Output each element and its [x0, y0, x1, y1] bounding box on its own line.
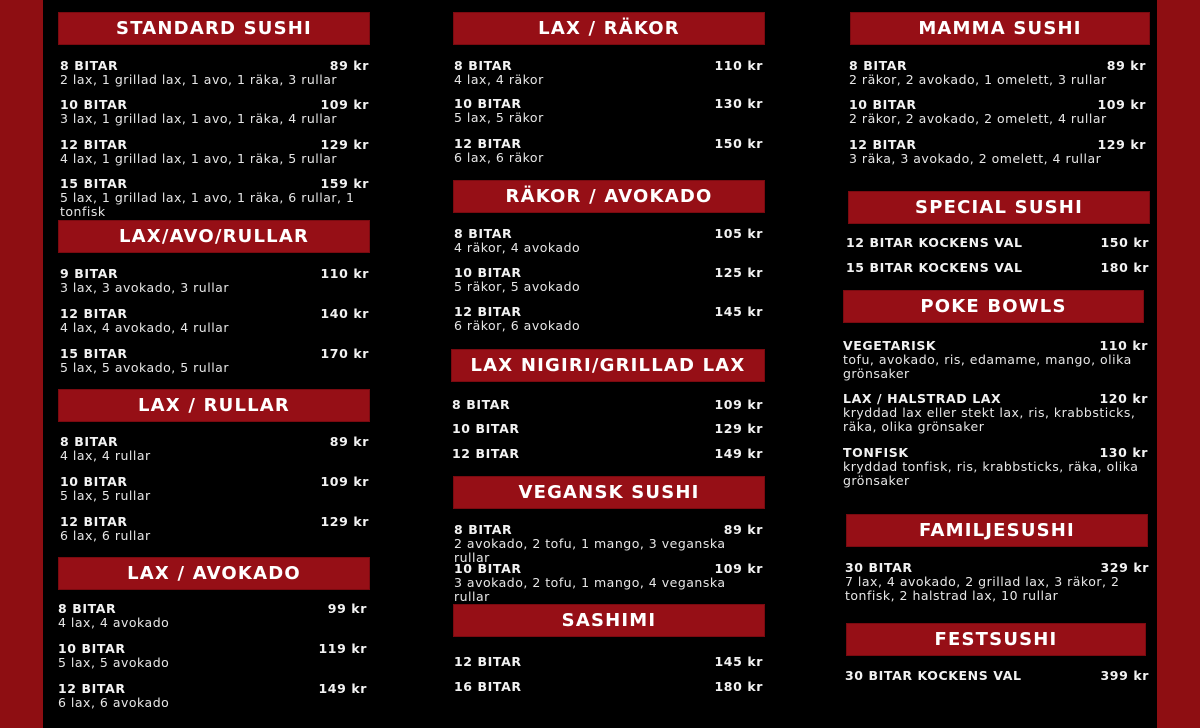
menu-item: [454, 96, 763, 125]
item-row: [452, 397, 763, 412]
item-row: [843, 445, 1148, 460]
item-name: 10 BITAR: [58, 641, 126, 656]
item-description: 2 räkor, 2 avokado, 2 omelett, 4 rullar: [849, 111, 1107, 126]
section-header-laxrullar: LAX / RULLAR: [58, 389, 370, 422]
item-price: 145 kr: [714, 654, 763, 669]
section-header-rakoravokado: RÄKOR / AVOKADO: [453, 180, 765, 213]
item-name: 12 BITAR KOCKENS VAL: [846, 235, 1023, 250]
item-name: 12 BITAR: [454, 304, 522, 319]
menu-item: [454, 304, 763, 333]
item-row: [60, 346, 369, 361]
section-header-vegansk: VEGANSK SUSHI: [453, 476, 765, 509]
item-price: 109 kr: [320, 97, 369, 112]
item-price: 89 kr: [329, 434, 369, 449]
item-name: 8 BITAR: [58, 601, 117, 616]
item-price: 110 kr: [1099, 338, 1148, 353]
item-price: 140 kr: [320, 306, 369, 321]
item-description: 5 lax, 1 grillad lax, 1 avo, 1 räka, 6 rullar, 1 tonfisk: [60, 190, 355, 219]
item-description: kryddad tonfisk, ris, krabbsticks, räka, olika grönsaker: [843, 459, 1139, 488]
section-header-nigiri: LAX NIGIRI/GRILLAD LAX: [451, 349, 765, 382]
item-price: 180 kr: [1100, 260, 1149, 275]
item-name: 10 BITAR: [60, 474, 128, 489]
item-description: 6 räkor, 6 avokado: [454, 318, 581, 333]
item-row: [454, 96, 763, 111]
menu-item: [452, 397, 763, 412]
item-name: 30 BITAR: [845, 560, 913, 575]
item-name: LAX / HALSTRAD LAX: [843, 391, 1002, 406]
item-price: 129 kr: [714, 421, 763, 436]
menu-item: [454, 265, 763, 294]
item-row: [454, 304, 763, 319]
item-price: 110 kr: [320, 266, 369, 281]
item-description: tofu, avokado, ris, edamame, mango, olika grönsaker: [843, 352, 1132, 381]
item-description: 3 lax, 1 grillad lax, 1 avo, 1 räka, 4 rullar: [60, 111, 338, 126]
item-name: 15 BITAR: [60, 346, 128, 361]
item-name: 12 BITAR: [454, 136, 522, 151]
item-row: [60, 514, 369, 529]
menu-item: [849, 97, 1146, 126]
item-row: [849, 97, 1146, 112]
item-name: 12 BITAR: [60, 306, 128, 321]
item-description: 4 räkor, 4 avokado: [454, 240, 581, 255]
menu-item: [454, 561, 763, 604]
menu-item: [60, 97, 369, 126]
menu-item: [454, 226, 763, 255]
menu-item: [60, 176, 369, 219]
section-header-laxavokado: LAX / AVOKADO: [58, 557, 370, 590]
menu-item: [849, 137, 1146, 166]
item-name: 8 BITAR: [60, 58, 119, 73]
item-name: 16 BITAR: [454, 679, 522, 694]
section-header-fest: FESTSUSHI: [846, 623, 1146, 656]
item-price: 119 kr: [318, 641, 367, 656]
section-header-laxrakor: LAX / RÄKOR: [453, 12, 765, 45]
menu-item: [846, 235, 1149, 250]
item-name: 12 BITAR: [454, 654, 522, 669]
item-name: 12 BITAR: [58, 681, 126, 696]
item-row: [60, 474, 369, 489]
menu-item: [454, 136, 763, 165]
menu-item: [60, 514, 369, 543]
item-price: 159 kr: [320, 176, 369, 191]
menu-item: [845, 560, 1149, 603]
item-description: 4 lax, 4 räkor: [454, 72, 544, 87]
item-name: 8 BITAR: [454, 58, 513, 73]
item-name: 12 BITAR: [60, 514, 128, 529]
item-row: [454, 561, 763, 576]
item-row: [60, 97, 369, 112]
item-description: 3 avokado, 2 tofu, 1 mango, 4 veganska rullar: [454, 575, 726, 604]
menu-item: [454, 679, 763, 694]
item-row: [452, 421, 763, 436]
item-description: 2 räkor, 2 avokado, 1 omelett, 3 rullar: [849, 72, 1107, 87]
menu-item: [849, 58, 1146, 87]
item-name: 15 BITAR KOCKENS VAL: [846, 260, 1023, 275]
item-price: 129 kr: [320, 514, 369, 529]
item-row: [58, 601, 367, 616]
menu-item: [60, 474, 369, 503]
item-name: 12 BITAR: [452, 446, 520, 461]
item-price: 129 kr: [320, 137, 369, 152]
item-row: [846, 235, 1149, 250]
item-row: [60, 266, 369, 281]
item-name: 8 BITAR: [454, 522, 513, 537]
item-price: 150 kr: [1100, 235, 1149, 250]
item-row: [454, 522, 763, 537]
menu-item: [58, 681, 367, 710]
item-row: [452, 446, 763, 461]
section-header-familje: FAMILJESUSHI: [846, 514, 1148, 547]
item-name: 8 BITAR: [849, 58, 908, 73]
item-row: [60, 137, 369, 152]
item-description: 7 lax, 4 avokado, 2 grillad lax, 3 räkor, 2 tonfisk, 2 halstrad lax, 10 rullar: [845, 574, 1120, 603]
item-row: [454, 58, 763, 73]
item-row: [60, 434, 369, 449]
section-header-mamma: MAMMA SUSHI: [850, 12, 1150, 45]
item-row: [454, 226, 763, 241]
item-row: [60, 58, 369, 73]
item-row: [845, 668, 1149, 683]
item-price: 89 kr: [723, 522, 763, 537]
menu-item: [843, 391, 1148, 434]
item-name: 10 BITAR: [454, 561, 522, 576]
item-price: 129 kr: [1097, 137, 1146, 152]
item-price: 149 kr: [318, 681, 367, 696]
item-row: [454, 136, 763, 151]
item-description: 5 lax, 5 räkor: [454, 110, 544, 125]
menu-item: [845, 668, 1149, 683]
item-price: 109 kr: [714, 397, 763, 412]
item-name: 12 BITAR: [60, 137, 128, 152]
menu-item: [843, 338, 1148, 381]
item-price: 399 kr: [1100, 668, 1149, 683]
item-name: 10 BITAR: [60, 97, 128, 112]
item-name: 8 BITAR: [452, 397, 511, 412]
item-name: 12 BITAR: [849, 137, 917, 152]
item-price: 180 kr: [714, 679, 763, 694]
menu-item: [60, 137, 369, 166]
item-price: 150 kr: [714, 136, 763, 151]
item-description: 6 lax, 6 rullar: [60, 528, 151, 543]
item-name: TONFISK: [843, 445, 909, 460]
item-price: 125 kr: [714, 265, 763, 280]
menu-item: [454, 58, 763, 87]
item-description: 2 lax, 1 grillad lax, 1 avo, 1 räka, 3 rullar: [60, 72, 338, 87]
item-price: 110 kr: [714, 58, 763, 73]
item-price: 130 kr: [714, 96, 763, 111]
item-price: 105 kr: [714, 226, 763, 241]
item-row: [846, 260, 1149, 275]
item-description: 4 lax, 4 avokado: [58, 615, 170, 630]
item-price: 89 kr: [329, 58, 369, 73]
menu-item: [452, 446, 763, 461]
item-row: [845, 560, 1149, 575]
menu-item: [60, 266, 369, 295]
menu-item: [60, 58, 369, 87]
item-description: 5 lax, 5 avokado: [58, 655, 170, 670]
item-row: [58, 641, 367, 656]
item-name: 9 BITAR: [60, 266, 119, 281]
item-description: 4 lax, 4 avokado, 4 rullar: [60, 320, 229, 335]
menu-item: [58, 641, 367, 670]
menu-item: [60, 346, 369, 375]
item-description: 2 avokado, 2 tofu, 1 mango, 3 veganska rullar: [454, 536, 726, 565]
item-row: [454, 679, 763, 694]
item-name: 8 BITAR: [60, 434, 119, 449]
item-description: 5 lax, 5 avokado, 5 rullar: [60, 360, 229, 375]
menu-item: [58, 601, 367, 630]
section-header-sashimi: SASHIMI: [453, 604, 765, 637]
section-header-special: SPECIAL SUSHI: [848, 191, 1150, 224]
section-header-standard: STANDARD SUSHI: [58, 12, 370, 45]
item-description: 4 lax, 4 rullar: [60, 448, 151, 463]
menu-item: [846, 260, 1149, 275]
item-row: [454, 265, 763, 280]
item-row: [849, 58, 1146, 73]
item-row: [849, 137, 1146, 152]
item-row: [843, 338, 1148, 353]
item-description: 5 räkor, 5 avokado: [454, 279, 581, 294]
item-price: 149 kr: [714, 446, 763, 461]
item-name: 10 BITAR: [849, 97, 917, 112]
item-name: 10 BITAR: [454, 96, 522, 111]
item-price: 145 kr: [714, 304, 763, 319]
item-row: [60, 176, 369, 191]
item-name: 30 BITAR KOCKENS VAL: [845, 668, 1022, 683]
item-row: [843, 391, 1148, 406]
item-name: VEGETARISK: [843, 338, 937, 353]
item-name: 10 BITAR: [452, 421, 520, 436]
menu-item: [454, 654, 763, 669]
item-price: 170 kr: [320, 346, 369, 361]
item-name: 15 BITAR: [60, 176, 128, 191]
item-price: 130 kr: [1099, 445, 1148, 460]
item-description: 3 räka, 3 avokado, 2 omelett, 4 rullar: [849, 151, 1102, 166]
item-description: 5 lax, 5 rullar: [60, 488, 151, 503]
item-price: 329 kr: [1100, 560, 1149, 575]
item-description: 4 lax, 1 grillad lax, 1 avo, 1 räka, 5 rullar: [60, 151, 338, 166]
item-price: 109 kr: [714, 561, 763, 576]
item-price: 99 kr: [327, 601, 367, 616]
item-price: 109 kr: [320, 474, 369, 489]
item-price: 120 kr: [1099, 391, 1148, 406]
menu-item: [60, 306, 369, 335]
item-description: 6 lax, 6 avokado: [58, 695, 170, 710]
item-description: 6 lax, 6 räkor: [454, 150, 544, 165]
item-name: 10 BITAR: [454, 265, 522, 280]
item-description: kryddad lax eller stekt lax, ris, krabbsticks, räka, olika grönsaker: [843, 405, 1136, 434]
menu-item: [452, 421, 763, 436]
menu-item: [60, 434, 369, 463]
item-row: [60, 306, 369, 321]
item-name: 8 BITAR: [454, 226, 513, 241]
item-price: 89 kr: [1106, 58, 1146, 73]
section-header-poke: POKE BOWLS: [843, 290, 1144, 323]
section-header-laxavorullar: LAX/AVO/RULLAR: [58, 220, 370, 253]
item-row: [58, 681, 367, 696]
item-row: [454, 654, 763, 669]
menu-item: [454, 522, 763, 565]
menu-item: [843, 445, 1148, 488]
item-price: 109 kr: [1097, 97, 1146, 112]
item-description: 3 lax, 3 avokado, 3 rullar: [60, 280, 229, 295]
